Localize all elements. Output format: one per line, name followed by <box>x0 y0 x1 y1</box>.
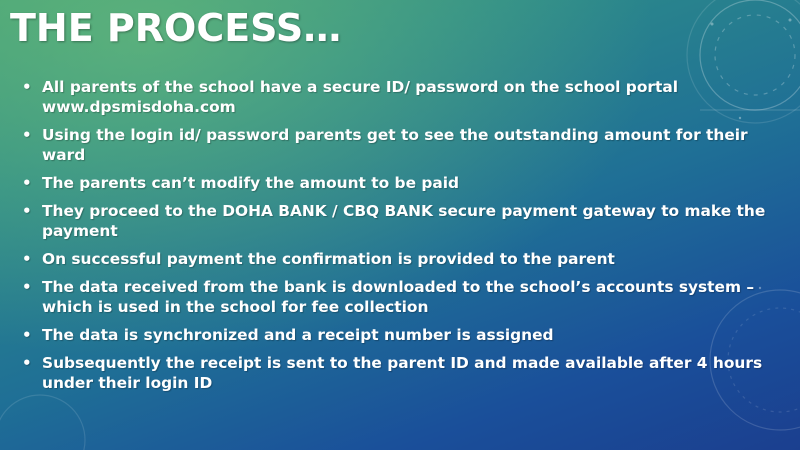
bullet-list <box>20 77 780 401</box>
bullet-text: All parents of the school have a secure ID/ password on the school portal www.dpsmisdoha.com <box>42 78 679 116</box>
bullet-icon: • <box>22 126 32 144</box>
bullet-icon: • <box>22 202 32 220</box>
bullet-text: On successful payment the confirmation is provided to the parent <box>42 250 615 268</box>
bullet-icon: • <box>22 278 32 296</box>
slide-title: THE PROCESS… <box>10 6 342 50</box>
bullet-icon: • <box>22 326 32 344</box>
bullet-icon: • <box>22 78 32 96</box>
bullet-text: The data is synchronized and a receipt number is assigned <box>42 326 554 344</box>
bullet-text: Using the login id/ password parents get to see the outstanding amount for their ward <box>42 126 748 164</box>
list-item <box>20 249 780 269</box>
bullet-text: The data received from the bank is downloaded to the school’s accounts system – which is used in the school for fee collection <box>42 278 755 316</box>
list-item <box>20 353 780 393</box>
bullet-text: They proceed to the DOHA BANK / CBQ BANK secure payment gateway to make the payment <box>42 202 766 240</box>
bullet-icon: • <box>22 174 32 192</box>
list-item <box>20 277 780 317</box>
list-item <box>20 201 780 241</box>
bullet-text: Subsequently the receipt is sent to the parent ID and made available after 4 hours under their login ID <box>42 354 763 392</box>
list-item <box>20 325 780 345</box>
bullet-icon: • <box>22 354 32 372</box>
list-item <box>20 77 780 117</box>
list-item <box>20 125 780 165</box>
bullet-icon: • <box>22 250 32 268</box>
list-item <box>20 173 780 193</box>
bullet-text: The parents can’t modify the amount to be paid <box>42 174 460 192</box>
